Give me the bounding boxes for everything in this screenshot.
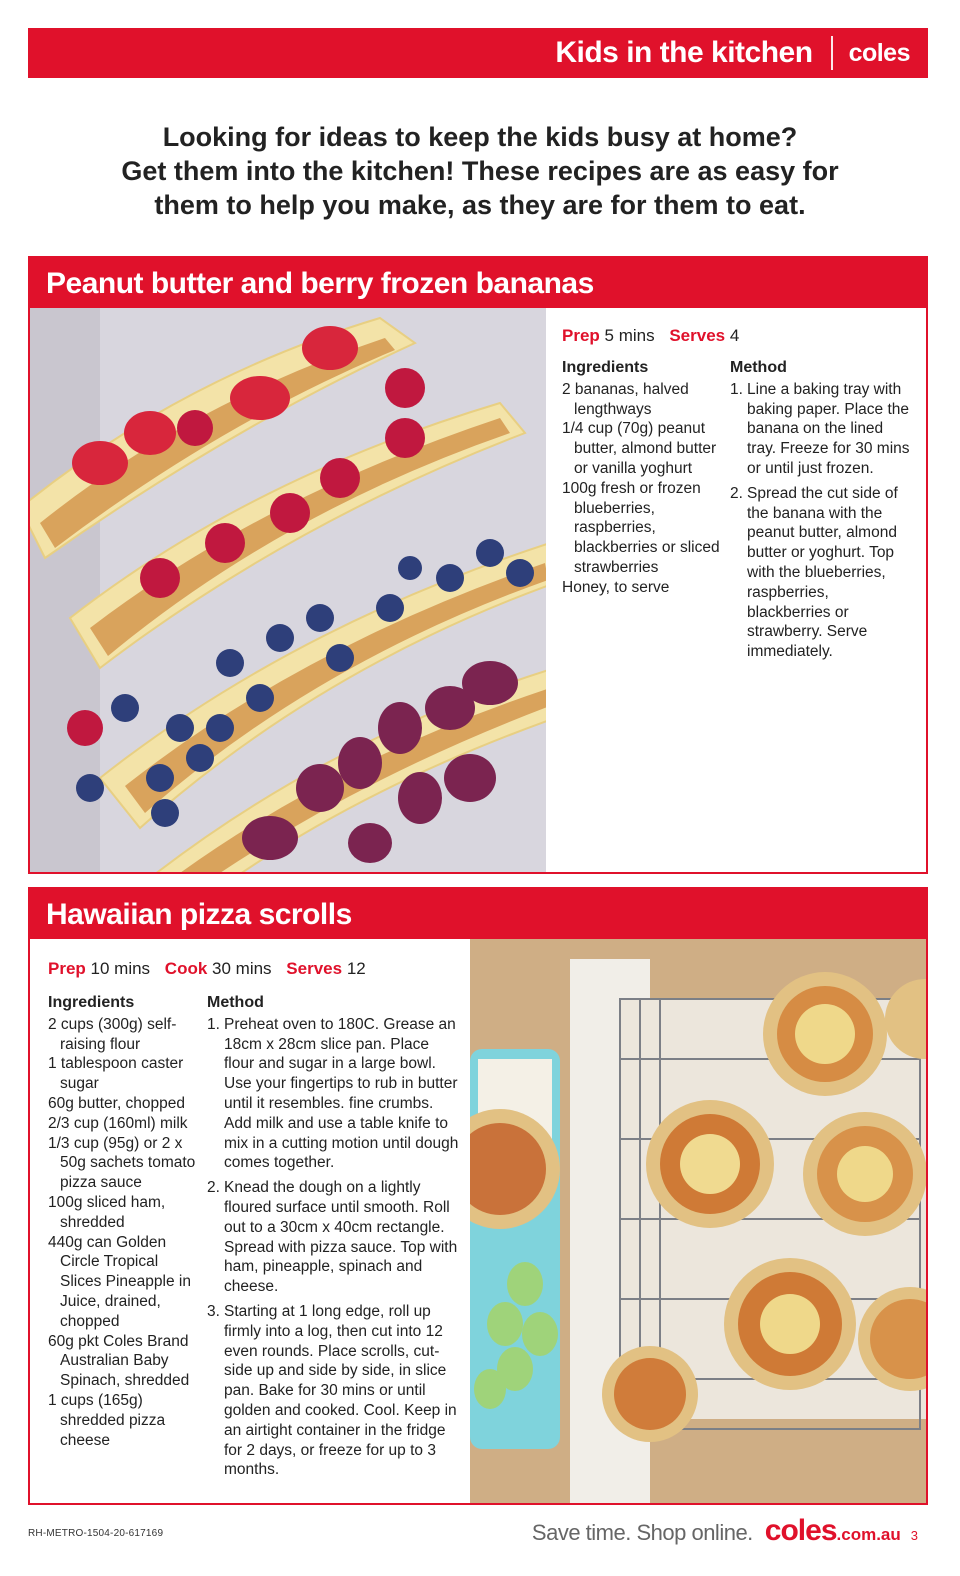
method-step — [207, 1178, 459, 1297]
ingredient-item: 2/3 cup (160ml) milk — [48, 1114, 188, 1132]
prep-value: 5 mins — [604, 326, 655, 345]
serves-value: 4 — [729, 326, 740, 345]
ingredients-list — [48, 1015, 198, 1451]
cook-value: 30 mins — [212, 959, 272, 978]
serves-label: Serves — [669, 326, 726, 345]
step-number: 2. — [207, 1179, 220, 1197]
step-text: Starting at 1 long edge, roll up firmly into a log, then cut into 12 even rounds. Place scrolls, cut-side up and side by side, in slice pan. Bake for 30 mins or until golden and cooked. Cool. Keep in an airtight container in the fridge for 2 days, or freeze for up to 3 months. — [224, 1302, 457, 1479]
intro-line: Looking for ideas to keep the kids busy at home? — [162, 122, 798, 152]
ingredients-heading: Ingredients — [48, 994, 135, 1011]
footer-code: RH-METRO-1504-20-617169 — [28, 1528, 164, 1539]
step-text: Spread the cut side of the banana with the peanut butter, almond butter or yoghurt. Top with the blueberries, raspberries, blackberries or strawberry. Serve immediately. — [747, 484, 898, 661]
method-list — [730, 380, 916, 662]
ingredient-item: 60g butter, chopped — [48, 1094, 186, 1112]
ingredients-heading: Ingredients — [562, 359, 649, 376]
footer-tagline: Save time. Shop online. — [531, 1520, 753, 1545]
coles-logo: coles — [848, 38, 910, 67]
method-step — [207, 1015, 459, 1173]
recipe-meta — [562, 326, 749, 346]
frozen-bananas-illustration — [30, 308, 546, 872]
ingredient-item: 440g can Golden Circle Tropical Slices Pineapple in Juice, drained, chopped — [48, 1233, 191, 1330]
ingredient-item: 100g fresh or frozen blueberries, raspberries, blackberries or sliced strawberries — [562, 479, 720, 576]
ingredient-item: 2 bananas, halved lengthways — [562, 380, 689, 418]
step-number: 2. — [730, 484, 743, 502]
recipe-card-frozen-bananas — [28, 256, 928, 874]
coles-logo: coles — [764, 1514, 837, 1547]
method-step — [730, 380, 916, 479]
step-text: Line a baking tray with baking paper. Place the banana on the lined tray. Freeze for 30 mins or until just frozen. — [747, 380, 910, 477]
method-column — [730, 358, 916, 667]
ingredient-item: 100g sliced ham, shredded — [48, 1193, 166, 1231]
prep-label: Prep — [48, 959, 86, 978]
method-list — [207, 1015, 459, 1480]
step-text: Preheat oven to 180C. Grease an 18cm x 28cm slice pan. Place flour and sugar in a large bowl. Use your fingertips to rub in butter until it resembles. fine crumbs. Add milk and use a table knife to mix in a cutting motion until dough comes together. — [224, 1015, 459, 1172]
banner-divider — [831, 36, 833, 70]
recipe-meta — [48, 959, 376, 979]
ingredient-item: Honey, to serve — [562, 578, 670, 596]
intro-text — [60, 120, 900, 222]
ingredient-item: 1/4 cup (70g) peanut butter, almond butter or vanilla yoghurt — [562, 420, 717, 477]
prep-label: Prep — [562, 326, 600, 345]
method-heading: Method — [730, 359, 787, 376]
ingredients-column — [48, 993, 198, 1450]
ingredient-item: 2 cups (300g) self-raising flour — [48, 1015, 177, 1053]
ingredient-item: 1 tablespoon caster sugar — [48, 1055, 184, 1093]
method-step — [730, 484, 916, 662]
method-step — [207, 1302, 459, 1480]
serves-label: Serves — [286, 959, 343, 978]
recipe-title: Peanut butter and berry frozen bananas — [30, 258, 926, 308]
step-text: Knead the dough on a lightly floured surface until smooth. Roll out to a 30cm x 40cm rectangle. Spread with pizza sauce. Top with ham, pineapple, spinach and cheese. — [224, 1179, 458, 1296]
page-number: 3 — [910, 1528, 918, 1543]
ingredients-column — [562, 358, 722, 598]
step-number: 1. — [207, 1015, 220, 1033]
step-number: 3. — [207, 1302, 220, 1320]
pizza-scrolls-illustration — [470, 939, 926, 1503]
pizza-scrolls-photo — [470, 939, 926, 1503]
recipe-title: Hawaiian pizza scrolls — [30, 889, 926, 939]
recipe-card-pizza-scrolls — [28, 887, 928, 1505]
banner-title: Kids in the kitchen — [555, 36, 813, 69]
method-heading: Method — [207, 994, 264, 1011]
ingredients-list — [562, 380, 722, 598]
top-banner — [28, 28, 928, 78]
intro-line: Get them into the kitchen! These recipes are as easy for — [121, 156, 839, 186]
frozen-bananas-photo — [30, 308, 546, 872]
ingredient-item: 1/3 cup (95g) or 2 x 50g sachets tomato pizza sauce — [48, 1134, 196, 1192]
footer-branding — [532, 1514, 918, 1548]
cook-label: Cook — [164, 959, 208, 978]
serves-value: 12 — [346, 959, 366, 978]
prep-value: 10 mins — [90, 959, 151, 978]
step-number: 1. — [730, 380, 743, 398]
ingredient-item: 60g pkt Coles Brand Australian Baby Spinach, shredded — [48, 1332, 190, 1390]
intro-line: them to help you make, as they are for them to eat. — [154, 190, 806, 220]
ingredient-item: 1 cups (165g) shredded pizza cheese — [48, 1391, 166, 1449]
method-column — [207, 993, 459, 1485]
footer-domain: .com.au — [836, 1525, 901, 1544]
